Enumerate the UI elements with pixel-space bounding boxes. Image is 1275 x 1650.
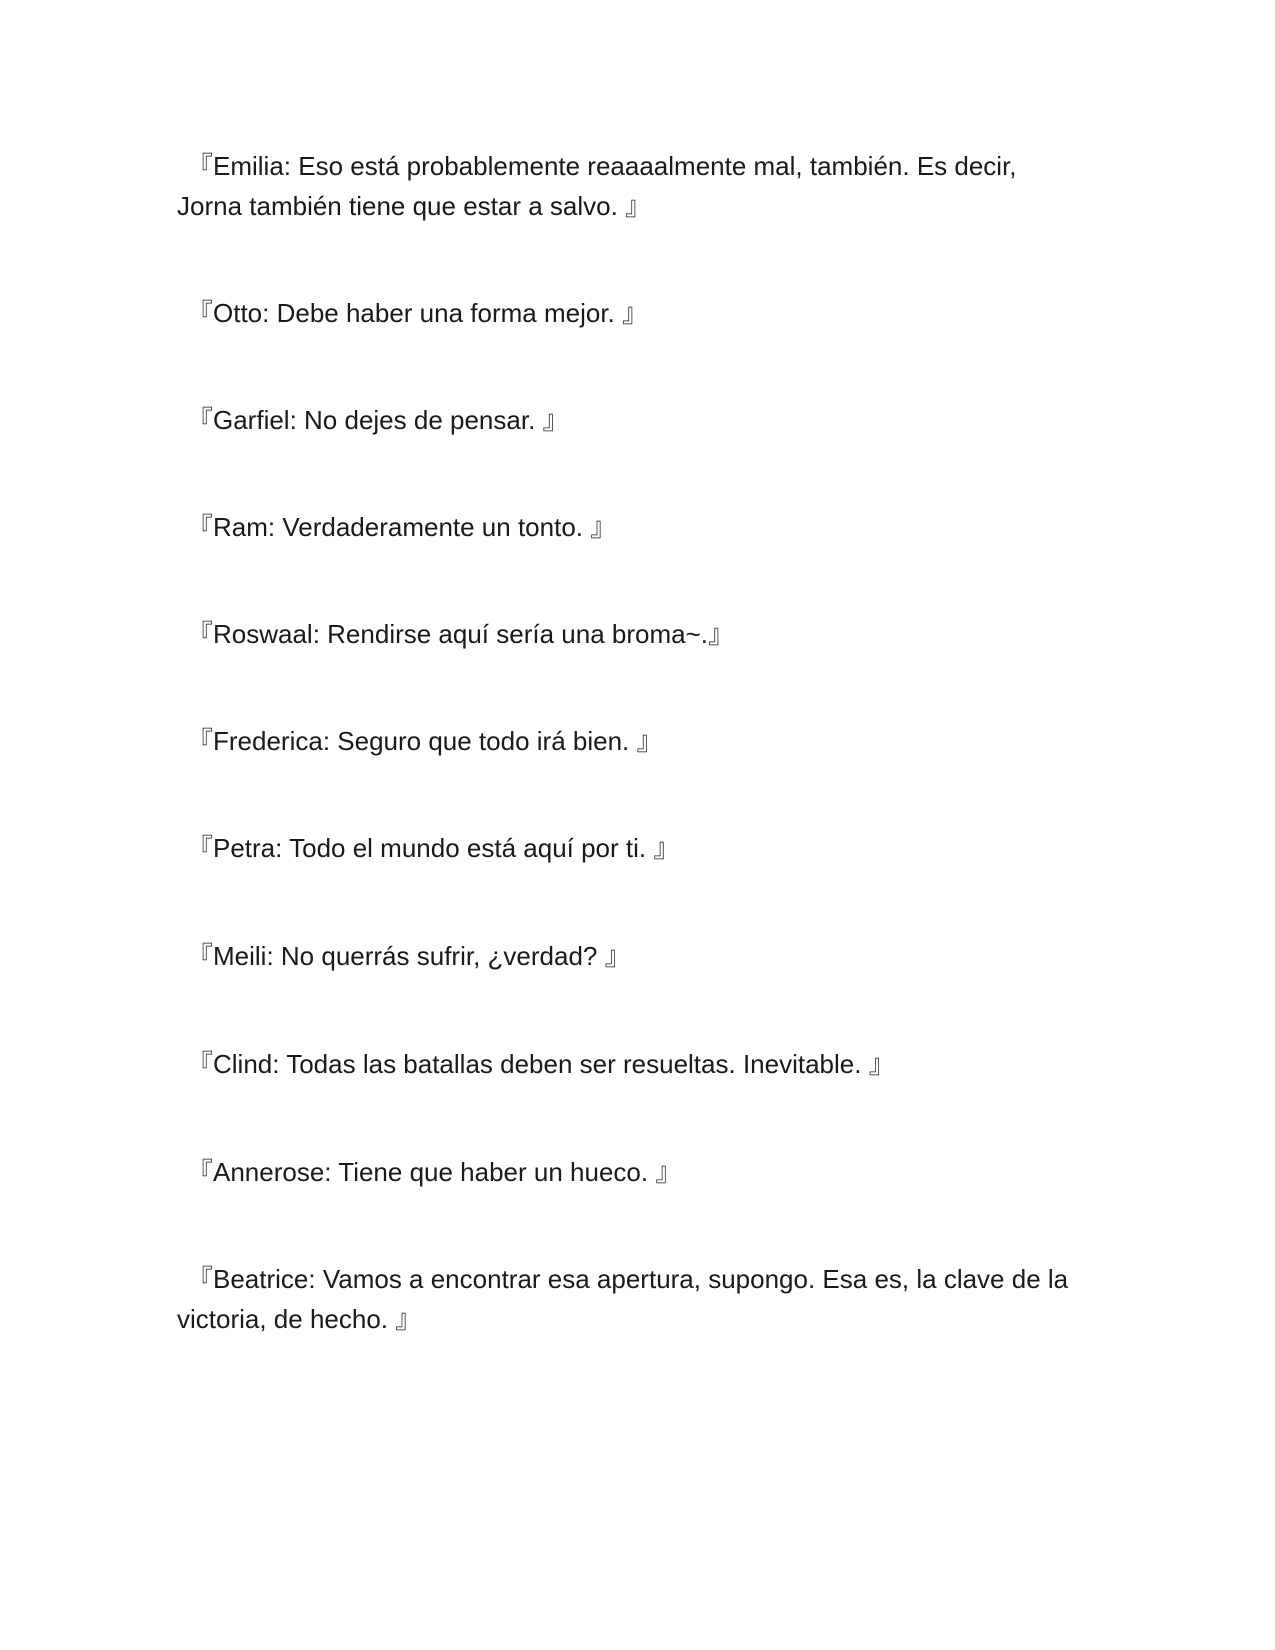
dialogue-line-otto: 『Otto: Debe haber una forma mejor. 』	[187, 298, 648, 328]
dialogue-line-petra: 『Petra: Todo el mundo está aquí por ti. 』	[187, 833, 680, 863]
dialogue-line-emilia: 『Emilia: Eso está probablemente reaaaalmente mal, también. Es decir, Jorna también tiene que estar a salvo. 』	[177, 151, 1017, 221]
dialogue-line-garfiel: 『Garfiel: No dejes de pensar. 』	[187, 405, 569, 435]
dialogue-line-ram: 『Ram: Verdaderamente un tonto. 』	[187, 512, 617, 542]
dialogue-line-frederica: 『Frederica: Seguro que todo irá bien. 』	[187, 726, 663, 756]
dialogue-line-beatrice: 『Beatrice: Vamos a encontrar esa apertura, supongo. Esa es, la clave de la victoria, de hecho. 』	[177, 1264, 1069, 1334]
dialogue-line-clind: 『Clind: Todas las batallas deben ser resueltas. Inevitable. 』	[187, 1049, 895, 1079]
dialogue-line-annerose: 『Annerose: Tiene que haber un hueco. 』	[187, 1157, 682, 1187]
dialogue-line-roswaal: 『Roswaal: Rendirse aquí sería una broma~.』	[187, 619, 734, 649]
dialogue-line-meili: 『Meili: No querrás sufrir, ¿verdad? 』	[187, 941, 631, 971]
